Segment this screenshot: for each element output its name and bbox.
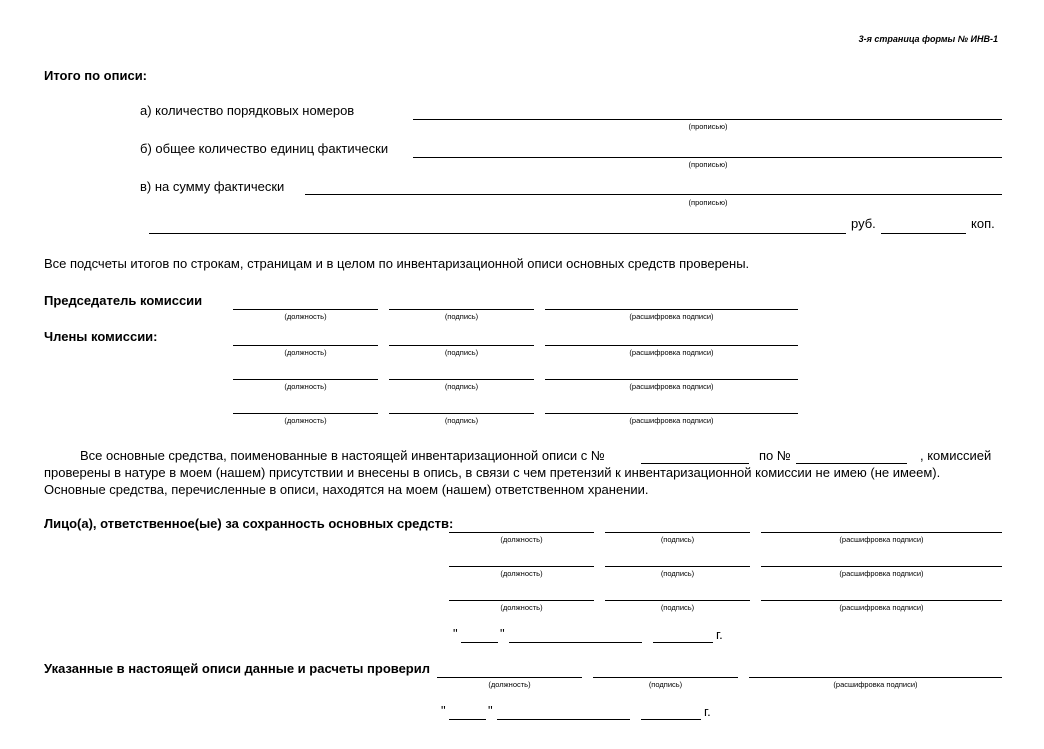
- signature-caption: (подпись): [660, 569, 695, 578]
- decoding-caption: (расшифровка подписи): [839, 569, 924, 578]
- signature-caption: (подпись): [444, 416, 479, 425]
- member3-signature-line[interactable]: [389, 413, 534, 414]
- decoding-caption: (расшифровка подписи): [629, 348, 714, 357]
- chairman-signature-line[interactable]: [389, 309, 534, 310]
- member3-position-line[interactable]: [233, 413, 378, 414]
- responsible3-decoding-line[interactable]: [761, 600, 1002, 601]
- position-caption: (должность): [500, 603, 543, 612]
- decoding-caption: (расшифровка подписи): [629, 312, 714, 321]
- resp-line1-mid: по №: [759, 448, 791, 463]
- member2-position-line[interactable]: [233, 379, 378, 380]
- decoding-caption: (расшифровка подписи): [839, 603, 924, 612]
- responsible2-decoding-line[interactable]: [761, 566, 1002, 567]
- totals-units-line[interactable]: [413, 157, 1002, 158]
- resp-line2: проверены в натуре в моем (нашем) присутствии и внесены в опись, в связи с чем претензий к инвентаризационной комиссии не имею (не имеем).: [44, 465, 941, 480]
- propisyu-caption: (прописью): [688, 198, 728, 207]
- totals-sum-line[interactable]: [305, 194, 1002, 195]
- date-quote-open: ": [453, 626, 458, 641]
- date-year-suffix: г.: [704, 704, 711, 719]
- totals-count-line[interactable]: [413, 119, 1002, 120]
- position-caption: (должность): [500, 569, 543, 578]
- totals-count-label: а) количество порядковых номеров: [140, 103, 355, 118]
- date-quote-close: ": [500, 626, 505, 641]
- date-day-line[interactable]: [449, 719, 486, 720]
- position-caption: (должность): [500, 535, 543, 544]
- resp-line1-start: Все основные средства, поименованные в настоящей инвентаризационной описи с №: [80, 448, 605, 463]
- from-number-line[interactable]: [641, 463, 749, 464]
- date-year-line[interactable]: [641, 719, 701, 720]
- responsible2-signature-line[interactable]: [605, 566, 750, 567]
- signature-caption: (подпись): [660, 603, 695, 612]
- position-caption: (должность): [488, 680, 531, 689]
- propisyu-caption: (прописью): [688, 122, 728, 131]
- date-day-line[interactable]: [461, 642, 498, 643]
- responsible1-signature-line[interactable]: [605, 532, 750, 533]
- kop-line[interactable]: [881, 233, 966, 234]
- totals-units-label: б) общее количество единиц фактически: [140, 141, 389, 156]
- position-caption: (должность): [284, 416, 327, 425]
- signature-caption: (подпись): [444, 348, 479, 357]
- members-label: Члены комиссии:: [44, 329, 158, 344]
- date-quote-close: ": [488, 703, 493, 718]
- decoding-caption: (расшифровка подписи): [833, 680, 918, 689]
- verifier-decoding-line[interactable]: [749, 677, 1002, 678]
- position-caption: (должность): [284, 312, 327, 321]
- decoding-caption: (расшифровка подписи): [839, 535, 924, 544]
- date-year-suffix: г.: [716, 627, 723, 642]
- date-month-line[interactable]: [497, 719, 630, 720]
- totals-title: Итого по описи:: [44, 68, 148, 83]
- resp-line3: Основные средства, перечисленные в описи, находятся на моем (нашем) ответственном хранении.: [44, 482, 649, 497]
- check-statement: Все подсчеты итогов по строкам, страницам и в целом по инвентаризационной описи основных средств проверены.: [44, 256, 750, 271]
- member1-position-line[interactable]: [233, 345, 378, 346]
- member1-decoding-line[interactable]: [545, 345, 798, 346]
- member3-decoding-line[interactable]: [545, 413, 798, 414]
- position-caption: (должность): [284, 348, 327, 357]
- date-month-line[interactable]: [509, 642, 642, 643]
- decoding-caption: (расшифровка подписи): [629, 382, 714, 391]
- member1-signature-line[interactable]: [389, 345, 534, 346]
- date-quote-open: ": [441, 703, 446, 718]
- chairman-label: Председатель комиссии: [44, 293, 203, 308]
- signature-caption: (подпись): [648, 680, 683, 689]
- member2-decoding-line[interactable]: [545, 379, 798, 380]
- kop-label: коп.: [971, 216, 995, 231]
- responsible-label: Лицо(а), ответственное(ые) за сохранность основных средств:: [44, 516, 454, 531]
- signature-caption: (подпись): [660, 535, 695, 544]
- chairman-decoding-line[interactable]: [545, 309, 798, 310]
- totals-sum-words-line[interactable]: [149, 233, 846, 234]
- responsible3-signature-line[interactable]: [605, 600, 750, 601]
- date-year-line[interactable]: [653, 642, 713, 643]
- rub-label: руб.: [851, 216, 876, 231]
- responsible2-position-line[interactable]: [449, 566, 594, 567]
- resp-line1-end: , комиссией: [920, 448, 992, 463]
- signature-caption: (подпись): [444, 382, 479, 391]
- propisyu-caption: (прописью): [688, 160, 728, 169]
- verified-label: Указанные в настоящей описи данные и расчеты проверил: [44, 661, 431, 676]
- responsible3-position-line[interactable]: [449, 600, 594, 601]
- totals-sum-label: в) на сумму фактически: [140, 179, 285, 194]
- responsible1-position-line[interactable]: [449, 532, 594, 533]
- chairman-position-line[interactable]: [233, 309, 378, 310]
- member2-signature-line[interactable]: [389, 379, 534, 380]
- decoding-caption: (расшифровка подписи): [629, 416, 714, 425]
- to-number-line[interactable]: [796, 463, 907, 464]
- verifier-signature-line[interactable]: [593, 677, 738, 678]
- signature-caption: (подпись): [444, 312, 479, 321]
- responsible1-decoding-line[interactable]: [761, 532, 1002, 533]
- verifier-position-line[interactable]: [437, 677, 582, 678]
- position-caption: (должность): [284, 382, 327, 391]
- form-page-label: 3-я страница формы № ИНВ-1: [858, 34, 998, 44]
